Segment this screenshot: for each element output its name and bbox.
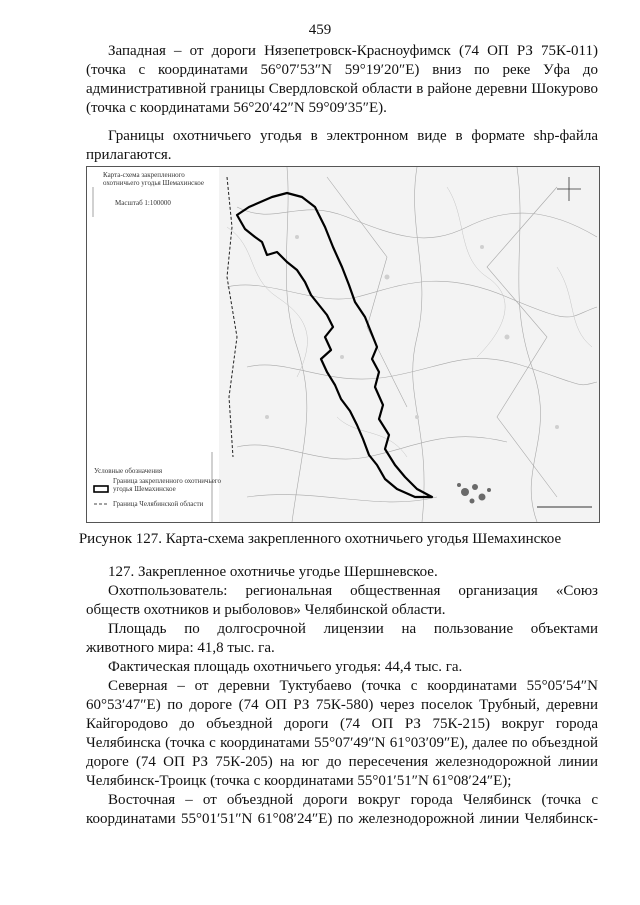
section-127-p5 [86, 677, 598, 791]
map-title [103, 171, 204, 187]
text-line: Границы охотничьего угодья в электронном виде в формате shp-файла [108, 128, 598, 144]
text-line: (точка с координатами 56°20′42″N 59°09′35″E). [86, 100, 387, 116]
text-line: Западная – от дороги Нязепетровск-Красноуфимск (74 ОП РЗ 75К-011) [108, 43, 598, 59]
text-line: Площадь по долгосрочной лицензии на пользование объектами [108, 621, 598, 637]
page-number: 459 [308, 22, 332, 38]
text-line: прилагаются. [86, 147, 172, 163]
map-title-line: Карта-схема закрепленного [103, 171, 185, 179]
text-line: Кайгородово до объездной дороги (74 ОП РЗ 75К-215) вокруг города [86, 716, 598, 732]
text-line: координатами 55°01′51″N 61°08′24″E) по железнодорожной линии Челябинск- [86, 811, 598, 827]
text-line: дороге (74 ОП РЗ 75К-205) на юг до пересечения железнодорожной линии [86, 754, 598, 770]
section-127-p2 [86, 582, 598, 620]
figure-caption: Рисунок 127. Карта-схема закрепленного охотничьего угодья Шемахинское [78, 531, 562, 547]
legend-boundary-line: Граница закрепленного охотничьего [113, 477, 222, 485]
shp-note-paragraph [86, 127, 598, 165]
text-line: 127. Закрепленное охотничье угодье Шершневское. [108, 564, 438, 580]
text-line: административной границы Свердловской области в районе деревни Шокурово [86, 81, 598, 97]
text-line: (точка с координатами 56°07′53″N 59°19′20″E) вниз по реке Уфа до [86, 62, 598, 78]
legend-boundary-line: угодья Шемахинское [113, 485, 176, 493]
text-line: Северная – от деревни Туктубаево (точка с координатами 55°05′54″N [108, 678, 598, 694]
text-line: животного мира: 41,8 тыс. га. [86, 640, 275, 656]
text-line: Челябинска (точка с координатами 55°07′49″N 61°03′09″E), далее по объездной [86, 735, 598, 751]
legend-heading: Условные обозначения [94, 467, 163, 475]
text-line: Охотпользователь: региональная общественная организация «Союз [108, 583, 598, 599]
text-line: Восточная – от объездной дороги вокруг города Челябинск (точка с [108, 792, 598, 808]
legend-oblast-label: Граница Челябинской области [113, 500, 204, 508]
section-127-p4 [86, 658, 598, 677]
map-title-line: охотничьего угодья Шемахинское [103, 179, 204, 187]
map-scale: Масштаб 1:100000 [115, 199, 171, 207]
intro-paragraph [86, 42, 598, 118]
section-127-p6 [86, 791, 598, 829]
section-127-p1 [86, 563, 598, 582]
text-line: Челябинск-Троицк (точка с координатами 55°01′51″N 61°08′24″E); [86, 773, 512, 789]
map-figure [86, 166, 600, 523]
section-127-p3 [86, 620, 598, 658]
section-127 [86, 563, 598, 829]
map-drawing [87, 167, 599, 522]
text-line: обществ охотников и рыболовов» Челябинской области. [86, 602, 446, 618]
text-line: 60°53′47″E) по дороге (74 ОП РЗ 75К-580) через поселок Трубный, деревни [86, 697, 598, 713]
legend-boundary-label [113, 477, 221, 493]
text-line: Фактическая площадь охотничьего угодья: 44,4 тыс. га. [108, 659, 463, 675]
